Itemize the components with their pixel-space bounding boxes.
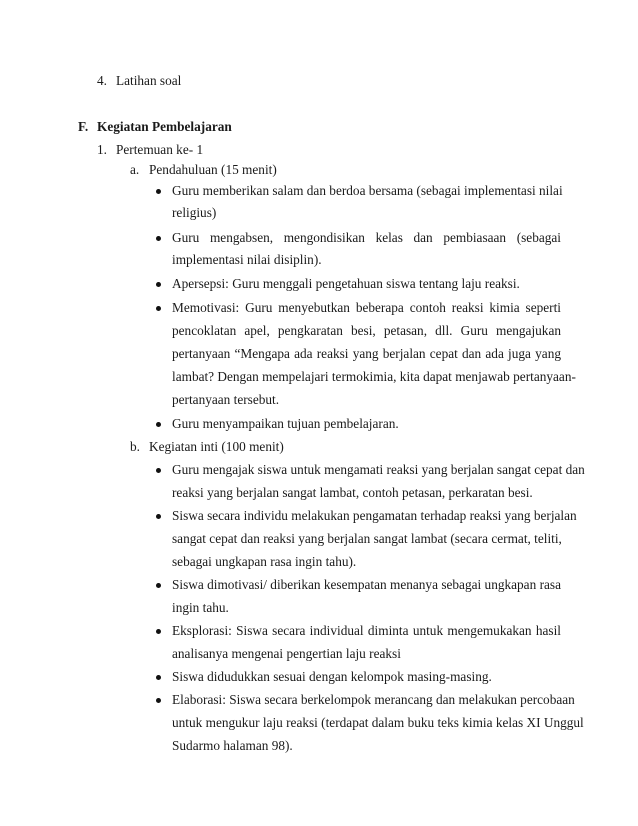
list-item-line: Sudarmo halaman 98). [172, 738, 293, 753]
list-item-line: Memotivasi: Guru menyebutkan beberapa contoh reaksi kimia seperti [172, 300, 561, 315]
list-item-line: religius) [172, 205, 217, 220]
meeting-title: Pertemuan ke- 1 [116, 142, 204, 157]
list-item-line: implementasi nilai disiplin). [172, 252, 322, 267]
list-item-line: Elaborasi: Siswa secara berkelompok merancang dan melakukan percobaan [172, 692, 575, 707]
list-item-line: Guru memberikan salam dan berdoa bersama (sebagai implementasi nilai [172, 183, 563, 198]
list-item-line: Siswa dimotivasi/ diberikan kesempatan menanya sebagai ungkapan rasa [172, 577, 561, 592]
bullet-icon [156, 236, 161, 241]
subsection-title: Pendahuluan (15 menit) [149, 162, 277, 177]
subsection-title: Kegiatan inti (100 menit) [149, 439, 284, 454]
list-item-line: reaksi yang berjalan sangat lambat, contoh petasan, perkaratan besi. [172, 485, 533, 500]
subsection-letter: b. [130, 439, 140, 454]
list-item-line: sangat cepat dan reaksi yang berjalan sangat lambat (secara cermat, teliti, [172, 531, 562, 546]
list-item-line: sebagai ungkapan rasa ingin tahu). [172, 554, 357, 569]
meeting-number: 1. [97, 142, 107, 157]
bullet-icon [156, 629, 161, 634]
list-item-line: Guru mengabsen, mengondisikan kelas dan pembiasaan (sebagai [172, 230, 561, 245]
bullet-icon [156, 306, 161, 311]
list-item-line: Eksplorasi: Siswa secara individual diminta untuk mengemukakan hasil [172, 623, 561, 638]
list-item-line: pertanyaan tersebut. [172, 392, 280, 407]
list-item-line: analisanya mengenai pengertian laju reaksi [172, 646, 401, 661]
subsection-letter: a. [130, 162, 140, 177]
list-item-line: pencoklatan apel, pengkaratan besi, petasan, dll. Guru mengajukan [172, 323, 561, 338]
bullet-icon [156, 282, 161, 287]
list-item-line: untuk mengukur laju reaksi (terdapat dalam buku teks kimia kelas XI Unggul [172, 715, 584, 730]
bullet-icon [156, 468, 161, 473]
list-item-line: lambat? Dengan mempelajari termokimia, kita dapat menjawab pertanyaan- [172, 369, 576, 384]
list-item-line: Guru mengajak siswa untuk mengamati reaksi yang berjalan sangat cepat dan [172, 462, 585, 477]
bullet-icon [156, 583, 161, 588]
section-title: Kegiatan Pembelajaran [97, 119, 232, 134]
list-item-line: Siswa secara individu melakukan pengamatan terhadap reaksi yang berjalan [172, 508, 577, 523]
bullet-icon [156, 189, 161, 194]
list-item-line: pertanyaan “Mengapa ada reaksi yang berjalan cepat dan ada juga yang [172, 346, 561, 361]
bullet-icon [156, 675, 161, 680]
bullet-icon [156, 514, 161, 519]
list-item-line: Siswa didudukkan sesuai dengan kelompok masing-masing. [172, 669, 492, 684]
bullet-icon [156, 422, 161, 427]
section-letter: F. [78, 119, 89, 134]
list-number: 4. [97, 73, 107, 88]
list-item-line: Apersepsi: Guru menggali pengetahuan siswa tentang laju reaksi. [172, 276, 520, 291]
bullet-icon [156, 698, 161, 703]
list-item-text: Latihan soal [116, 73, 182, 88]
list-item-line: ingin tahu. [172, 600, 229, 615]
list-item-line: Guru menyampaikan tujuan pembelajaran. [172, 416, 399, 431]
